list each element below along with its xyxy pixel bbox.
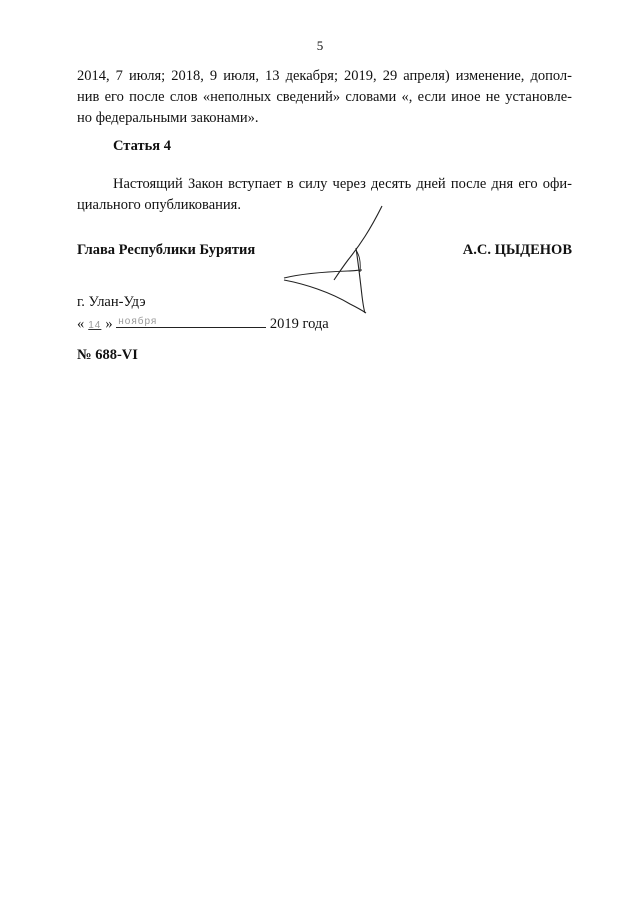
month-stamp: ноября [118, 316, 158, 327]
date-open-quote: « [77, 316, 85, 332]
paragraph-line: нив его после слов «неполных сведений» словами «, если иное не установле- [77, 89, 572, 105]
signer-title: Глава Республики Бурятия [77, 242, 256, 258]
paragraph-line: циального опубликования. [77, 197, 241, 213]
signing-date [77, 315, 329, 333]
paragraph-line: 2014, 7 июля; 2018, 9 июля, 13 декабря; 2019, 29 апреля) изменение, допол- [77, 68, 572, 84]
paragraph-line: Настоящий Закон вступает в силу через десять дней после дня его офи- [113, 176, 572, 192]
article-heading: Статья 4 [113, 138, 171, 154]
amendment-paragraph [77, 66, 572, 129]
paragraph-line: но федеральными законами». [77, 110, 259, 126]
handwritten-signature [270, 200, 400, 320]
law-number: № 688-VI [77, 347, 138, 363]
day-stamp: 14 [88, 320, 102, 331]
place-of-signing: г. Улан-Удэ [77, 294, 146, 310]
date-close-quote: » [105, 316, 113, 332]
page-number: 5 [316, 38, 324, 53]
month-blank-line [116, 315, 266, 328]
signer-name: А.С. ЦЫДЕНОВ [462, 242, 572, 258]
year-suffix: 2019 года [269, 316, 329, 332]
